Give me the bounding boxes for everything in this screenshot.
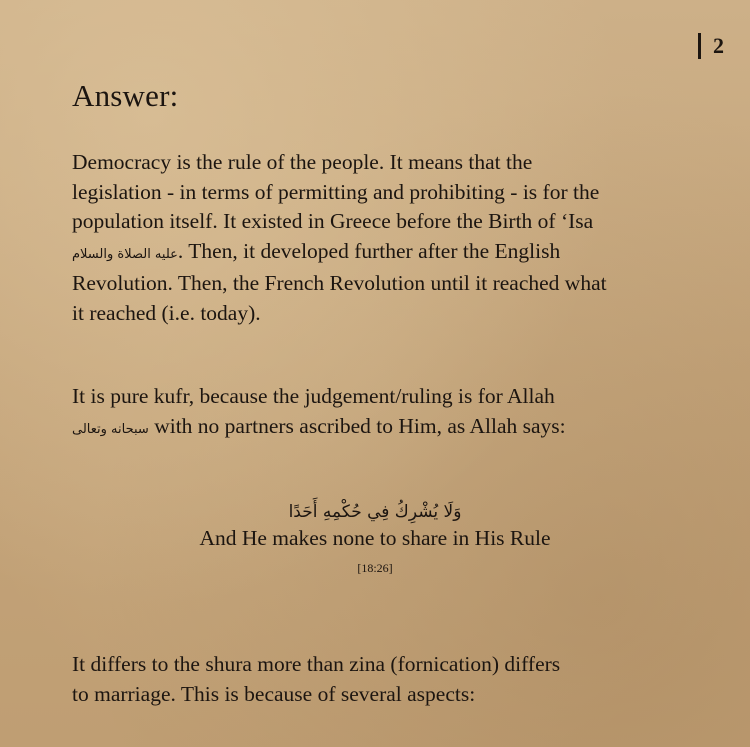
paragraph-line: population itself. It existed in Greece before the Birth of ‘Isa [72, 209, 594, 233]
quote-arabic-verse: وَلَا يُشْرِكُ فِي حُكْمِهِ أَحَدًا [288, 502, 462, 522]
quote-translation: And He makes none to share in His Rule [199, 526, 551, 550]
paragraph-line: to marriage. This is because of several aspects: [72, 681, 476, 706]
paragraph-line-text: . Then, it developed further after the English [177, 238, 561, 263]
paragraph-line: legislation - in terms of permitting and prohibiting - is for the [72, 179, 600, 204]
arabic-glorification: سبحانه وتعالى [72, 421, 149, 437]
quran-quote [0, 502, 750, 576]
page-number-divider [698, 33, 701, 59]
paragraph-line-text: with no partners ascribed to Him, as Allah says: [148, 413, 566, 438]
paragraph-democracy-definition [72, 148, 712, 328]
page-title: Answer: [72, 78, 179, 113]
paragraph-shura-comparison [72, 650, 712, 709]
paragraph-line: Revolution. Then, the French Revolution until it reached what [72, 271, 607, 295]
paragraph-line: It differs to the shura more than zina (fornication) differs [72, 652, 561, 676]
paragraph-kufr-ruling [72, 382, 712, 444]
paragraph-line: Democracy is the rule of the people. It means that the [72, 150, 533, 174]
arabic-honorific: عليه الصلاة والسلام [72, 246, 178, 262]
page-number-value: 2 [713, 33, 724, 58]
paragraph-line: It is pure kufr, because the judgement/ruling is for Allah [72, 384, 555, 408]
paragraph-line [72, 412, 712, 445]
page-number [698, 33, 724, 59]
quote-reference: [18:26] [357, 561, 393, 575]
paragraph-line [72, 237, 712, 270]
paragraph-line: it reached (i.e. today). [72, 300, 261, 325]
